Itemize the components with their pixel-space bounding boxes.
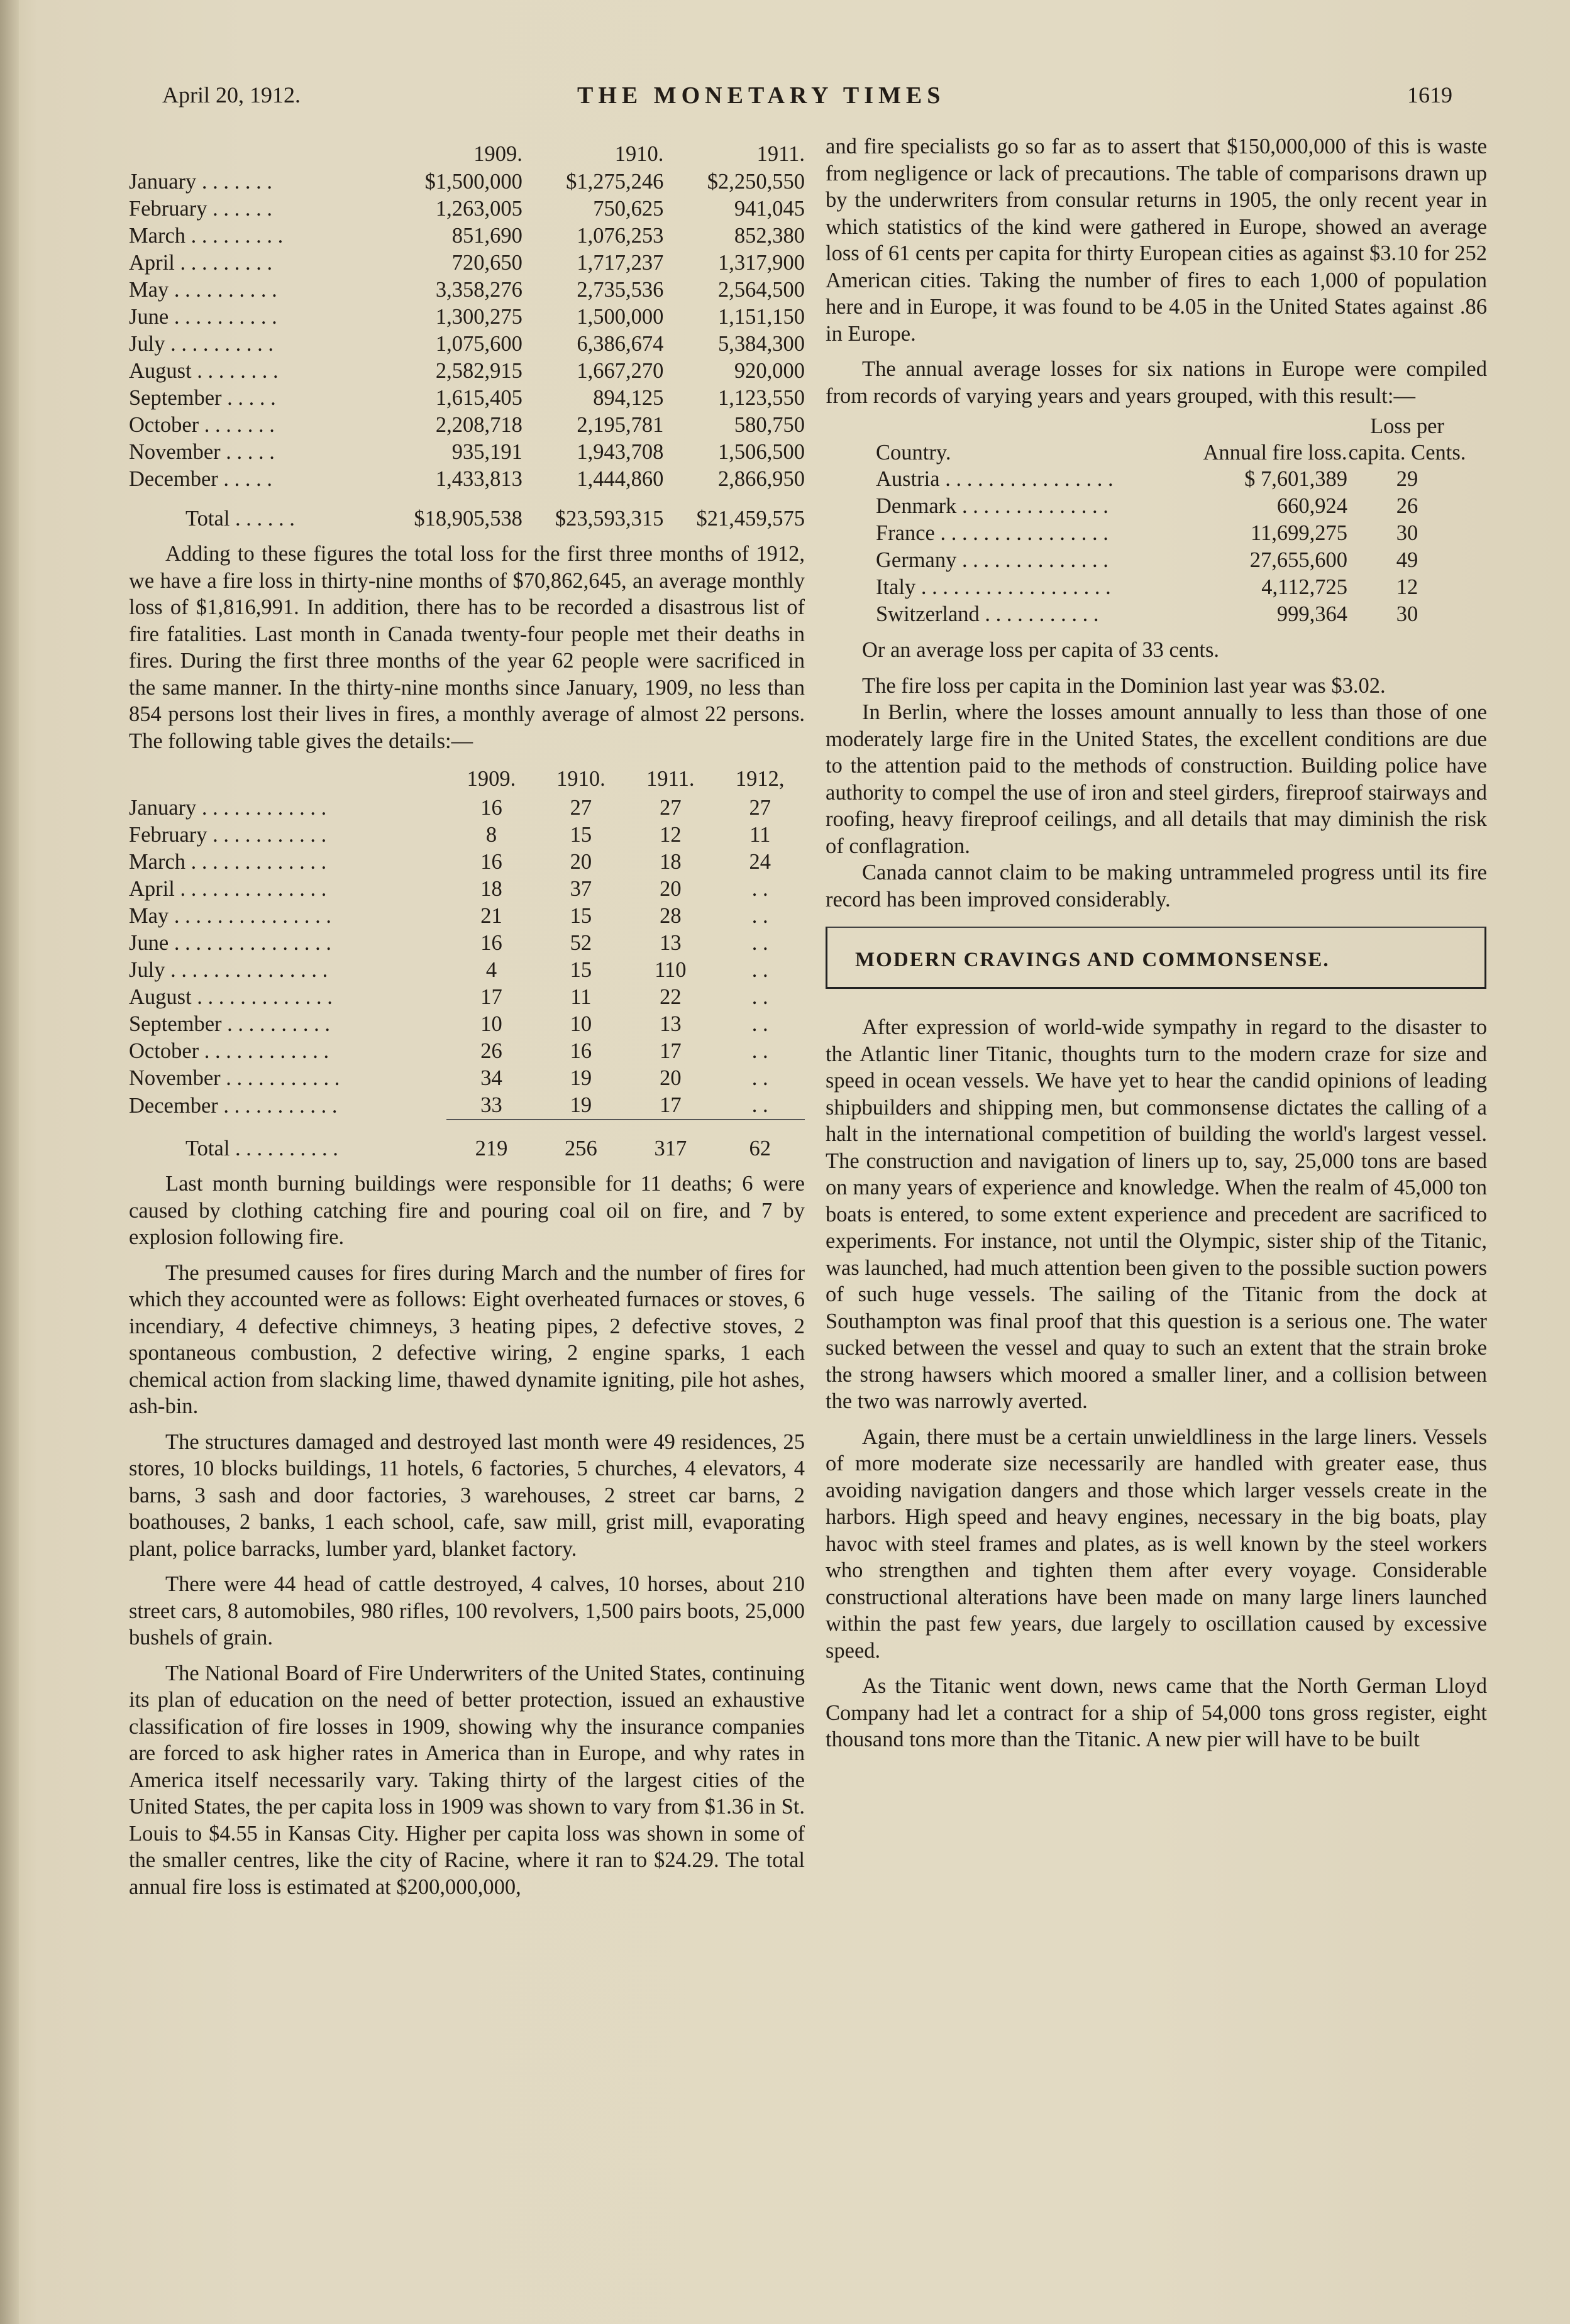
table-row bbox=[129, 304, 805, 331]
total-cell: $21,459,575 bbox=[696, 506, 805, 531]
total-cell: 256 bbox=[536, 1120, 626, 1162]
article-headline: MODERN CRAVINGS AND COMMONSENSE. bbox=[855, 949, 1330, 971]
month-cell: February . . . . . . . . . . . bbox=[129, 823, 327, 847]
value-cell: 27 bbox=[570, 796, 592, 820]
page-number: 1619 bbox=[1407, 82, 1452, 107]
value-cell: 1,615,405 bbox=[435, 386, 522, 410]
paragraph: Again, there must be a certain unwieldliness in the large liners. Vessels of more moderate size necessarily are handled with greater ease, thus avoiding navigation dangers and those which larger vessels create in the harbors. High speed and heavy engines, necessary in the big boats, play havoc with steel frames and plates, as is well known by the steel workers who strengthen and tighten them after every voyage. Considerable constructional alterations have been made on many large liners launched within the past few years, due largely to oscillation caused by excessive speed. bbox=[826, 1424, 1487, 1663]
value-cell: 1,667,270 bbox=[577, 359, 664, 383]
table-row bbox=[129, 1038, 805, 1065]
month-cell: October . . . . . . . bbox=[129, 413, 275, 438]
total-cell: 219 bbox=[446, 1120, 536, 1162]
month-cell: November . . . . . . . . . . . bbox=[129, 1066, 340, 1091]
table-row bbox=[129, 930, 805, 957]
year-header: 1909. bbox=[473, 141, 522, 166]
header-spacer bbox=[129, 763, 446, 795]
month-cell: June . . . . . . . . . . bbox=[129, 305, 277, 329]
value-cell: 17 bbox=[480, 985, 502, 1010]
issue-date: April 20, 1912. bbox=[162, 82, 301, 107]
per-capita-header: Loss per capita. Cents. bbox=[1348, 414, 1466, 465]
value-cell: 1,263,005 bbox=[435, 197, 522, 221]
value-cell: 15 bbox=[570, 958, 592, 983]
country-header: Country. bbox=[876, 441, 951, 465]
value-cell: 20 bbox=[660, 1066, 682, 1091]
value-cell: 17 bbox=[660, 1039, 682, 1064]
value-cell: 1,075,600 bbox=[435, 332, 522, 356]
month-cell: July . . . . . . . . . . bbox=[129, 332, 274, 356]
table-row bbox=[129, 250, 805, 277]
month-cell: January . . . . . . . bbox=[129, 170, 273, 194]
table-row bbox=[129, 1065, 805, 1092]
table-row bbox=[826, 520, 1467, 547]
total-cell: $23,593,315 bbox=[555, 506, 664, 531]
table-row bbox=[129, 795, 805, 822]
paragraph: Or an average loss per capita of 33 cents. bbox=[862, 638, 1220, 662]
value-cell: 6,386,674 bbox=[577, 332, 664, 356]
value-cell: 941,045 bbox=[734, 197, 805, 221]
total-cell: 62 bbox=[715, 1120, 805, 1162]
header-spacer bbox=[129, 140, 381, 168]
month-cell: May . . . . . . . . . . bbox=[129, 278, 277, 302]
value-cell: 37 bbox=[570, 877, 592, 901]
country-cell: Switzerland . . . . . . . . . . . bbox=[876, 602, 1099, 627]
headline-box bbox=[826, 927, 1486, 989]
value-cell: 935,191 bbox=[451, 440, 522, 465]
month-cell: January . . . . . . . . . . . . bbox=[129, 796, 327, 820]
per-capita-cell: 49 bbox=[1396, 548, 1418, 573]
table-row bbox=[826, 466, 1467, 493]
table-row bbox=[826, 493, 1467, 520]
value-cell: 16 bbox=[570, 1039, 592, 1064]
value-cell: 15 bbox=[570, 904, 592, 928]
value-cell: 2,208,718 bbox=[435, 413, 522, 438]
total-row bbox=[129, 1120, 805, 1162]
value-cell: $1,275,246 bbox=[566, 170, 664, 194]
paragraph: The annual average losses for six nations in Europe were compiled from records of varying years and years grouped, with this result:— bbox=[826, 357, 1487, 408]
value-cell: 2,735,536 bbox=[577, 278, 664, 302]
value-cell: . . bbox=[751, 1039, 768, 1064]
value-cell: 2,195,781 bbox=[577, 413, 664, 438]
value-cell: 21 bbox=[480, 904, 502, 928]
value-cell: 18 bbox=[480, 877, 502, 901]
table-row bbox=[826, 601, 1467, 628]
value-cell: 4 bbox=[485, 958, 497, 983]
annual-loss-cell: 999,364 bbox=[1276, 602, 1347, 627]
value-cell: 24 bbox=[749, 850, 771, 874]
paragraph: Last month burning buildings were responsible for 11 deaths; 6 were caused by clothing catching fire and pouring coal oil on fire, and 7 by explosion following fire. bbox=[129, 1172, 805, 1249]
paragraph: As the Titanic went down, news came that the North German Lloyd Company had let a contract for a ship of 54,000 tons gross register, eight thousand tons more than the Titanic. A new pier will have to be built bbox=[826, 1674, 1487, 1751]
page-header bbox=[0, 82, 1570, 119]
value-cell: 2,564,500 bbox=[718, 278, 805, 302]
value-cell: 3,358,276 bbox=[435, 278, 522, 302]
value-cell: 11 bbox=[570, 985, 592, 1010]
table-header-row bbox=[826, 413, 1467, 466]
value-cell: 1,500,000 bbox=[577, 305, 664, 329]
value-cell: 720,650 bbox=[451, 251, 522, 275]
month-cell: May . . . . . . . . . . . . . . . bbox=[129, 904, 331, 928]
table-row bbox=[826, 574, 1467, 601]
value-cell: 1,433,813 bbox=[435, 467, 522, 492]
table-row bbox=[129, 277, 805, 304]
value-cell: 20 bbox=[570, 850, 592, 874]
year-header: 1912, bbox=[735, 766, 785, 791]
table-row bbox=[129, 439, 805, 466]
table-row bbox=[129, 196, 805, 223]
annual-loss-header: Annual fire loss. bbox=[1203, 441, 1347, 465]
month-cell: August . . . . . . . . . . . . . bbox=[129, 985, 333, 1010]
value-cell: 27 bbox=[749, 796, 771, 820]
table-row bbox=[129, 466, 805, 493]
annual-loss-cell: 660,924 bbox=[1276, 494, 1347, 519]
value-cell: 19 bbox=[570, 1093, 592, 1118]
total-row bbox=[129, 493, 805, 532]
fire-loss-table bbox=[129, 140, 805, 532]
value-cell: . . bbox=[751, 904, 768, 928]
value-cell: 10 bbox=[480, 1012, 502, 1037]
table-row bbox=[129, 385, 805, 412]
table-row bbox=[129, 876, 805, 903]
month-cell: February . . . . . . bbox=[129, 197, 273, 221]
month-cell: December . . . . . bbox=[129, 467, 272, 492]
table-row bbox=[129, 331, 805, 358]
value-cell: 2,582,915 bbox=[435, 359, 522, 383]
month-cell: April . . . . . . . . . . . . . . bbox=[129, 877, 327, 901]
value-cell: 1,123,550 bbox=[718, 386, 805, 410]
year-header: 1911. bbox=[646, 766, 695, 791]
total-cell: $18,905,538 bbox=[414, 506, 522, 531]
publication-title: THE MONETARY TIMES bbox=[577, 82, 946, 109]
value-cell: 34 bbox=[480, 1066, 502, 1091]
paragraph: There were 44 head of cattle destroyed, 4 calves, 10 horses, about 210 street cars, 8 automobiles, 980 rifles, 100 revolvers, 1,500 pairs boots, 25,000 bushels of grain. bbox=[129, 1572, 805, 1649]
table-row bbox=[129, 957, 805, 984]
value-cell: 580,750 bbox=[734, 413, 805, 438]
table-row bbox=[129, 903, 805, 930]
value-cell: 894,125 bbox=[593, 386, 664, 410]
table-header-row bbox=[129, 763, 805, 795]
per-capita-cell: 26 bbox=[1396, 494, 1418, 519]
month-cell: August . . . . . . . . bbox=[129, 359, 279, 383]
value-cell: 1,444,860 bbox=[577, 467, 664, 492]
value-cell: 16 bbox=[480, 931, 502, 955]
month-cell: October . . . . . . . . . . . . bbox=[129, 1039, 329, 1064]
value-cell: 17 bbox=[660, 1093, 682, 1118]
paragraph: Canada cannot claim to be making untrammeled progress until its fire record has been improved considerably. bbox=[826, 861, 1487, 911]
country-cell: Austria . . . . . . . . . . . . . . . . bbox=[876, 467, 1114, 492]
table-row bbox=[826, 547, 1467, 574]
year-header: 1910. bbox=[614, 141, 664, 166]
value-cell: 852,380 bbox=[734, 224, 805, 248]
month-cell: September . . . . . bbox=[129, 386, 276, 410]
value-cell: 16 bbox=[480, 796, 502, 820]
value-cell: 22 bbox=[660, 985, 682, 1010]
value-cell: 16 bbox=[480, 850, 502, 874]
value-cell: 750,625 bbox=[593, 197, 664, 221]
paragraph: The fire loss per capita in the Dominion last year was $3.02. bbox=[862, 673, 1386, 698]
value-cell: 1,506,500 bbox=[718, 440, 805, 465]
per-capita-cell: 30 bbox=[1396, 602, 1418, 627]
per-capita-cell: 30 bbox=[1396, 521, 1418, 546]
value-cell: 1,317,900 bbox=[718, 251, 805, 275]
value-cell: 851,690 bbox=[451, 224, 522, 248]
table-row bbox=[129, 168, 805, 196]
page-binding-edge bbox=[0, 0, 19, 2324]
value-cell: 10 bbox=[570, 1012, 592, 1037]
value-cell: 12 bbox=[660, 823, 682, 847]
month-cell: March . . . . . . . . . bbox=[129, 224, 284, 248]
value-cell: 1,300,275 bbox=[435, 305, 522, 329]
annual-loss-cell: 4,112,725 bbox=[1261, 575, 1347, 600]
month-cell: June . . . . . . . . . . . . . . . bbox=[129, 931, 331, 955]
value-cell: . . bbox=[751, 1066, 768, 1091]
year-header: 1911. bbox=[756, 141, 805, 166]
annual-loss-cell: $ 7,601,389 bbox=[1244, 467, 1347, 492]
value-cell: 20 bbox=[660, 877, 682, 901]
value-cell: . . bbox=[751, 877, 768, 901]
value-cell: 52 bbox=[570, 931, 592, 955]
month-cell: September . . . . . . . . . . bbox=[129, 1012, 331, 1037]
table-row bbox=[129, 358, 805, 385]
paragraph: and fire specialists go so far as to assert that $150,000,000 of this is waste from negligence or lack of precautions. The table of comparisons drawn up by the underwriters from consular returns in 1905, the only recent year in which statistics of the kind were gathered in Europe, showed an average loss of 61 cents per capita for thirty European cities as against $3.10 for 252 American cities. Taking the number of fires to each 1,000 of population here and in Europe, it was found to be 4.05 in the United States against .86 in Europe. bbox=[826, 135, 1487, 346]
table-row bbox=[129, 223, 805, 250]
value-cell: 26 bbox=[480, 1039, 502, 1064]
value-cell: 5,384,300 bbox=[718, 332, 805, 356]
left-column bbox=[129, 140, 805, 1900]
value-cell: . . bbox=[751, 958, 768, 983]
right-column bbox=[826, 133, 1487, 1753]
value-cell: . . bbox=[751, 931, 768, 955]
per-capita-cell: 12 bbox=[1396, 575, 1418, 600]
nations-table bbox=[826, 413, 1467, 628]
table-row bbox=[129, 984, 805, 1011]
value-cell: 2,866,950 bbox=[718, 467, 805, 492]
month-cell: December . . . . . . . . . . . bbox=[129, 1093, 338, 1118]
value-cell: 8 bbox=[485, 823, 497, 847]
paragraph: The presumed causes for fires during March and the number of fires for which they accounted were as follows: Eight overheated furnaces or stoves, 6 incendiary, 4 defective chimneys, 3 heating pipes, 2 defective stoves, 2 spontaneous combustion, 2 defective wiring, 2 engine sparks, 1 each chemical action from slacking lime, thawed dynamite igniting, pile hot ashes, ash-bin. bbox=[129, 1260, 805, 1418]
value-cell: . . bbox=[751, 1093, 768, 1118]
total-label: Total . . . . . . bbox=[185, 506, 295, 531]
table-row bbox=[129, 849, 805, 876]
value-cell: 19 bbox=[570, 1066, 592, 1091]
total-cell: 317 bbox=[626, 1120, 715, 1162]
paragraph: In Berlin, where the losses amount annually to less than those of one moderately large fire in the United States, the excellent conditions are due to the attention paid to the methods of construction. Building police have authority to compel the use of iron and steel girders, fireproof stairways and roofing, heavy fireproof ceilings, and all details that may diminish the risk of conflagration. bbox=[826, 700, 1487, 858]
value-cell: 920,000 bbox=[734, 359, 805, 383]
fatalities-table bbox=[129, 763, 805, 1162]
table-row bbox=[129, 1092, 805, 1120]
value-cell: 1,943,708 bbox=[577, 440, 664, 465]
value-cell: 18 bbox=[660, 850, 682, 874]
year-header: 1909. bbox=[467, 766, 516, 791]
table-row bbox=[129, 412, 805, 439]
value-cell: 1,717,237 bbox=[577, 251, 664, 275]
per-capita-cell: 29 bbox=[1396, 467, 1418, 492]
country-cell: France . . . . . . . . . . . . . . . . bbox=[876, 521, 1108, 546]
month-cell: April . . . . . . . . . bbox=[129, 251, 273, 275]
value-cell: 15 bbox=[570, 823, 592, 847]
country-cell: Italy . . . . . . . . . . . . . . . . . . bbox=[876, 575, 1111, 600]
value-cell: . . bbox=[751, 985, 768, 1010]
month-cell: July . . . . . . . . . . . . . . . bbox=[129, 958, 328, 983]
annual-loss-cell: 27,655,600 bbox=[1249, 548, 1347, 573]
paragraph: The National Board of Fire Underwriters of the United States, continuing its plan of education on the need of better protection, issued an exhaustive classification of fire losses in 1909, showing why the insurance companies are forced to ask higher rates in America than in Europe, and why rates in America itself necessarily vary. Taking thirty of the largest cities of the United States, the per capita loss in 1909 was shown to vary from $1.36 in St. Louis to $4.55 in Kansas City. Higher per capita loss was shown in some of the smaller centres, like the city of Racine, where it ran to $24.29. The total annual fire loss is estimated at $200,000,000, bbox=[129, 1661, 805, 1899]
value-cell: $1,500,000 bbox=[424, 170, 522, 194]
value-cell: . . bbox=[751, 1012, 768, 1037]
value-cell: 33 bbox=[480, 1093, 502, 1118]
paragraph: Adding to these figures the total loss for the first three months of 1912, we have a fire loss in thirty-nine months of $70,862,645, an average monthly loss of $1,816,991. In addition, there has to be recorded a disastrous list of fire fatalities. Last month in Canada twenty-four people met their deaths in fires. During the first three months of the year 62 people were sacrificed in the same manner. In the thirty-nine months since January, 1909, no less than 854 persons lost their lives in fires, a monthly average of almost 22 persons. The following table gives the details:— bbox=[129, 542, 805, 753]
value-cell: 13 bbox=[660, 1012, 682, 1037]
year-header: 1910. bbox=[556, 766, 605, 791]
table-row bbox=[129, 822, 805, 849]
value-cell: 1,076,253 bbox=[577, 224, 664, 248]
country-cell: Germany . . . . . . . . . . . . . . bbox=[876, 548, 1108, 573]
paragraph: The structures damaged and destroyed last month were 49 residences, 25 stores, 10 blocks buildings, 11 hotels, 6 factories, 5 churches, 4 elevators, 4 barns, 3 sash and door factories, 3 warehouses, 2 street car barns, 2 boathouses, 2 banks, 1 each school, cafe, saw mill, grist mill, evaporating plant, police barracks, lumber yard, blanket factory. bbox=[129, 1429, 805, 1561]
value-cell: 110 bbox=[655, 958, 687, 983]
table-row bbox=[129, 1011, 805, 1038]
total-label: Total . . . . . . . . . . bbox=[185, 1136, 338, 1160]
value-cell: 28 bbox=[660, 904, 682, 928]
paragraph: After expression of world-wide sympathy in regard to the disaster to the Atlantic liner Titanic, thoughts turn to the modern craze for size and speed in ocean vessels. We have yet to hear the candid opinions of leading shipbuilders and shipping men, but commonsense dictates the calling of a halt in the international competition of building the world's largest vessel. The construction and navigation of liners up to, say, 25,000 tons are based on many years of experience and knowledge. When the realm of 45,000 ton boats is entered, to some extent experience and precedent are sacrificed to experiments. For instance, not until the Olympic, sister ship of the Titanic, was launched, had much attention been given to the possible suction powers of such huge vessels. The sailing of the Titanic from the dock at Southampton was final proof that this question is a serious one. The water sucked between the vessel and quay to such an extent that the strain broke the strong hawsers which moored a smaller liner, and a collision between the two was narrowly averted. bbox=[826, 1015, 1487, 1413]
annual-loss-cell: 11,699,275 bbox=[1251, 521, 1347, 546]
value-cell: 13 bbox=[660, 931, 682, 955]
country-cell: Denmark . . . . . . . . . . . . . . bbox=[876, 494, 1108, 519]
table-header-row bbox=[129, 140, 805, 168]
value-cell: 1,151,150 bbox=[718, 305, 805, 329]
value-cell: 11 bbox=[749, 823, 771, 847]
month-cell: March . . . . . . . . . . . . . bbox=[129, 850, 327, 874]
month-cell: November . . . . . bbox=[129, 440, 275, 465]
value-cell: 27 bbox=[660, 796, 682, 820]
value-cell: $2,250,550 bbox=[707, 170, 805, 194]
